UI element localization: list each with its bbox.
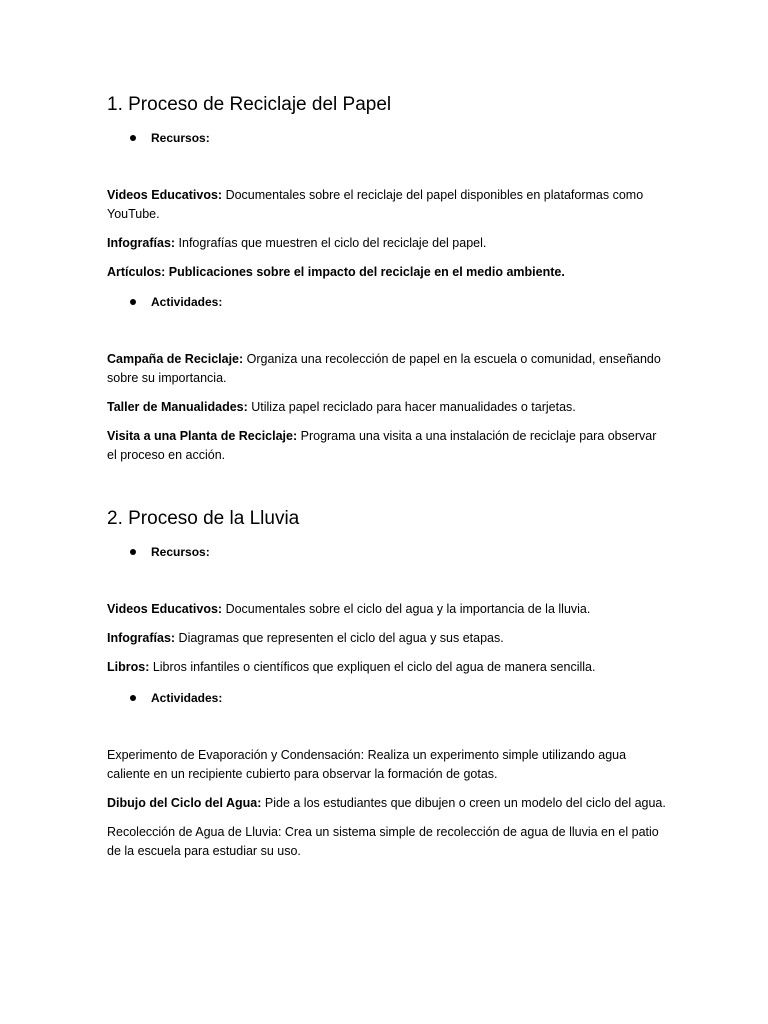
item-text: Infografías que muestren el ciclo del reciclaje del papel. xyxy=(175,236,487,250)
resource-item xyxy=(107,629,667,648)
item-text: Organiza una recolección de papel en la escuela o comunidad, enseñando sobre su importancia. xyxy=(107,352,661,385)
item-term: Taller de Manualidades: xyxy=(107,400,248,414)
bullet-label: Actividades: xyxy=(151,691,223,705)
bullet-label: Actividades: xyxy=(151,295,223,309)
resource-item xyxy=(107,658,667,677)
recursos-bullet xyxy=(130,130,210,146)
resource-item xyxy=(107,600,667,619)
actividades-bullet xyxy=(130,294,222,310)
item-term: Dibujo del Ciclo del Agua: xyxy=(107,796,262,810)
activity-item xyxy=(107,427,667,465)
item-term: Visita a una Planta de Reciclaje: xyxy=(107,429,298,443)
bullet-dot-icon xyxy=(130,135,136,141)
item-text: Libros infantiles o científicos que expliquen el ciclo del agua de manera sencilla. xyxy=(149,660,596,674)
item-term: Infografías: xyxy=(107,631,176,645)
activity-item xyxy=(107,350,667,388)
section-title: 2. Proceso de la Lluvia xyxy=(107,508,300,529)
item-text: Recolección de Agua de Lluvia: Crea un sistema simple de recolección de agua de lluvia en el patio de la escuela para estudiar su uso. xyxy=(107,825,659,858)
item-text: Diagramas que representen el ciclo del agua y sus etapas. xyxy=(175,631,504,645)
bullet-dot-icon xyxy=(130,695,136,701)
item-text: Documentales sobre el ciclo del agua y la importancia de la lluvia. xyxy=(222,602,591,616)
activity-item xyxy=(107,823,667,861)
bullet-label: Recursos: xyxy=(151,545,210,559)
item-term: Infografías: xyxy=(107,236,176,250)
resource-item xyxy=(107,186,667,224)
item-text: Experimento de Evaporación y Condensación: Realiza un experimento simple utilizando agua caliente en un recipiente cubierto para observar la formación de gotas. xyxy=(107,748,627,781)
activity-item xyxy=(107,398,667,417)
activity-item xyxy=(107,746,667,784)
item-text: Utiliza papel reciclado para hacer manualidades o tarjetas. xyxy=(247,400,576,414)
item-term: Artículos: Publicaciones sobre el impacto del reciclaje en el medio ambiente. xyxy=(107,265,565,279)
recursos-bullet xyxy=(130,544,210,560)
item-text: Programa una visita a una instalación de reciclaje para observar el proceso en acción. xyxy=(107,429,657,462)
actividades-bullet xyxy=(130,690,222,706)
item-text: Pide a los estudiantes que dibujen o creen un modelo del ciclo del agua. xyxy=(261,796,666,810)
item-text: Documentales sobre el reciclaje del papel disponibles en plataformas como YouTube. xyxy=(107,188,644,221)
item-term: Videos Educativos: xyxy=(107,602,223,616)
item-term: Videos Educativos: xyxy=(107,188,223,202)
bullet-dot-icon xyxy=(130,549,136,555)
item-term: Libros: xyxy=(107,660,150,674)
resource-item xyxy=(107,263,667,282)
item-term: Campaña de Reciclaje: xyxy=(107,352,244,366)
activity-item xyxy=(107,794,667,813)
bullet-dot-icon xyxy=(130,299,136,305)
bullet-label: Recursos: xyxy=(151,131,210,145)
section-title: 1. Proceso de Reciclaje del Papel xyxy=(107,94,392,115)
resource-item xyxy=(107,234,667,253)
